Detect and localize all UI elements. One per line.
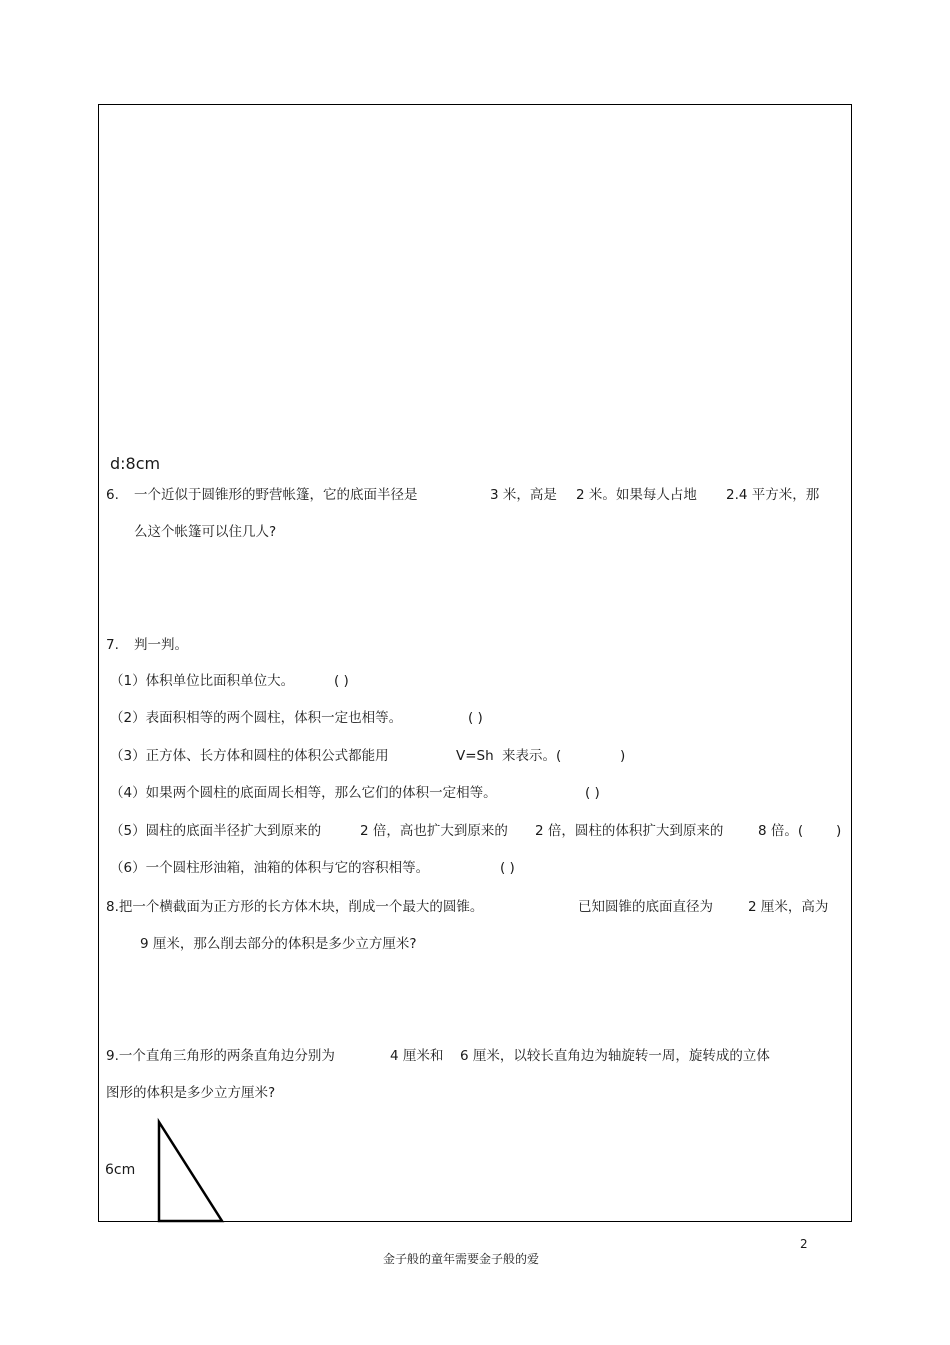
q6-radius: 3 米，高是 [490,487,557,503]
q7-item-3-formula: V=Sh [456,748,494,764]
q8-text-3: 2 厘米，高为 [748,899,829,915]
page-number: 2 [800,1237,808,1251]
q7-item-5-answer: ) [836,823,842,839]
q7-item-4: （4）如果两个圆柱的底面周长相等，那么它们的体积一定相等。 [110,785,497,801]
q7-item-5-b: 2 倍，高也扩大到原来的 [360,823,508,839]
q9-text-4: 图形的体积是多少立方厘米? [106,1085,276,1101]
q8-text-2: 已知圆锥的底面直径为 [578,899,713,915]
diameter-label: d:8cm [110,454,161,473]
q9-text-3: 6 厘米，以较长直角边为轴旋转一周，旋转成的立体 [460,1048,770,1064]
q7-item-4-answer: ( ) [585,785,600,801]
q6-text-1: 一个近似于圆锥形的野营帐篷，它的底面半径是 [134,487,418,503]
triangle-height-label: 6cm [105,1162,136,1178]
q8-text-1: 8.把一个横截面为正方形的长方体木块，削成一个最大的圆锥。 [106,899,484,915]
footer-slogan: 金子般的童年需要金子般的爱 [383,1252,540,1266]
q7-item-3: （3）正方体、长方体和圆柱的体积公式都能用 [110,748,389,764]
q8-text-4: 9 厘米，那么削去部分的体积是多少立方厘米? [140,936,417,952]
q7-item-6: （6）一个圆柱形油箱，油箱的体积与它的容积相等。 [110,860,430,876]
q7-number: 7. [106,637,119,653]
q7-item-3-answer: ) [620,748,626,764]
q6-text-2: 么这个帐篷可以住几人? [134,524,277,540]
right-triangle-figure [150,1115,230,1227]
q7-title: 判一判。 [134,637,188,653]
q6-area: 2.4 平方米，那 [726,487,820,503]
q7-item-6-answer: ( ) [500,860,515,876]
q7-item-3-text: 来表示。( [502,748,562,764]
q7-item-1-answer: ( ) [334,673,349,689]
q7-item-2: （2）表面积相等的两个圆柱，体积一定也相等。 [110,710,403,726]
right-triangle [159,1122,222,1221]
q9-text-1: 9.一个直角三角形的两条直角边分别为 [106,1048,335,1064]
q7-item-5-c: 2 倍，圆柱的体积扩大到原来的 [535,823,724,839]
q6-number: 6. [106,487,119,503]
q7-item-5: （5）圆柱的底面半径扩大到原来的 [110,823,322,839]
q7-item-5-d: 8 倍。( [758,823,804,839]
q7-item-2-answer: ( ) [468,710,483,726]
q9-text-2: 4 厘米和 [390,1048,444,1064]
q6-height: 2 米。如果每人占地 [576,487,697,503]
q7-item-1: （1）体积单位比面积单位大。 [110,673,295,689]
